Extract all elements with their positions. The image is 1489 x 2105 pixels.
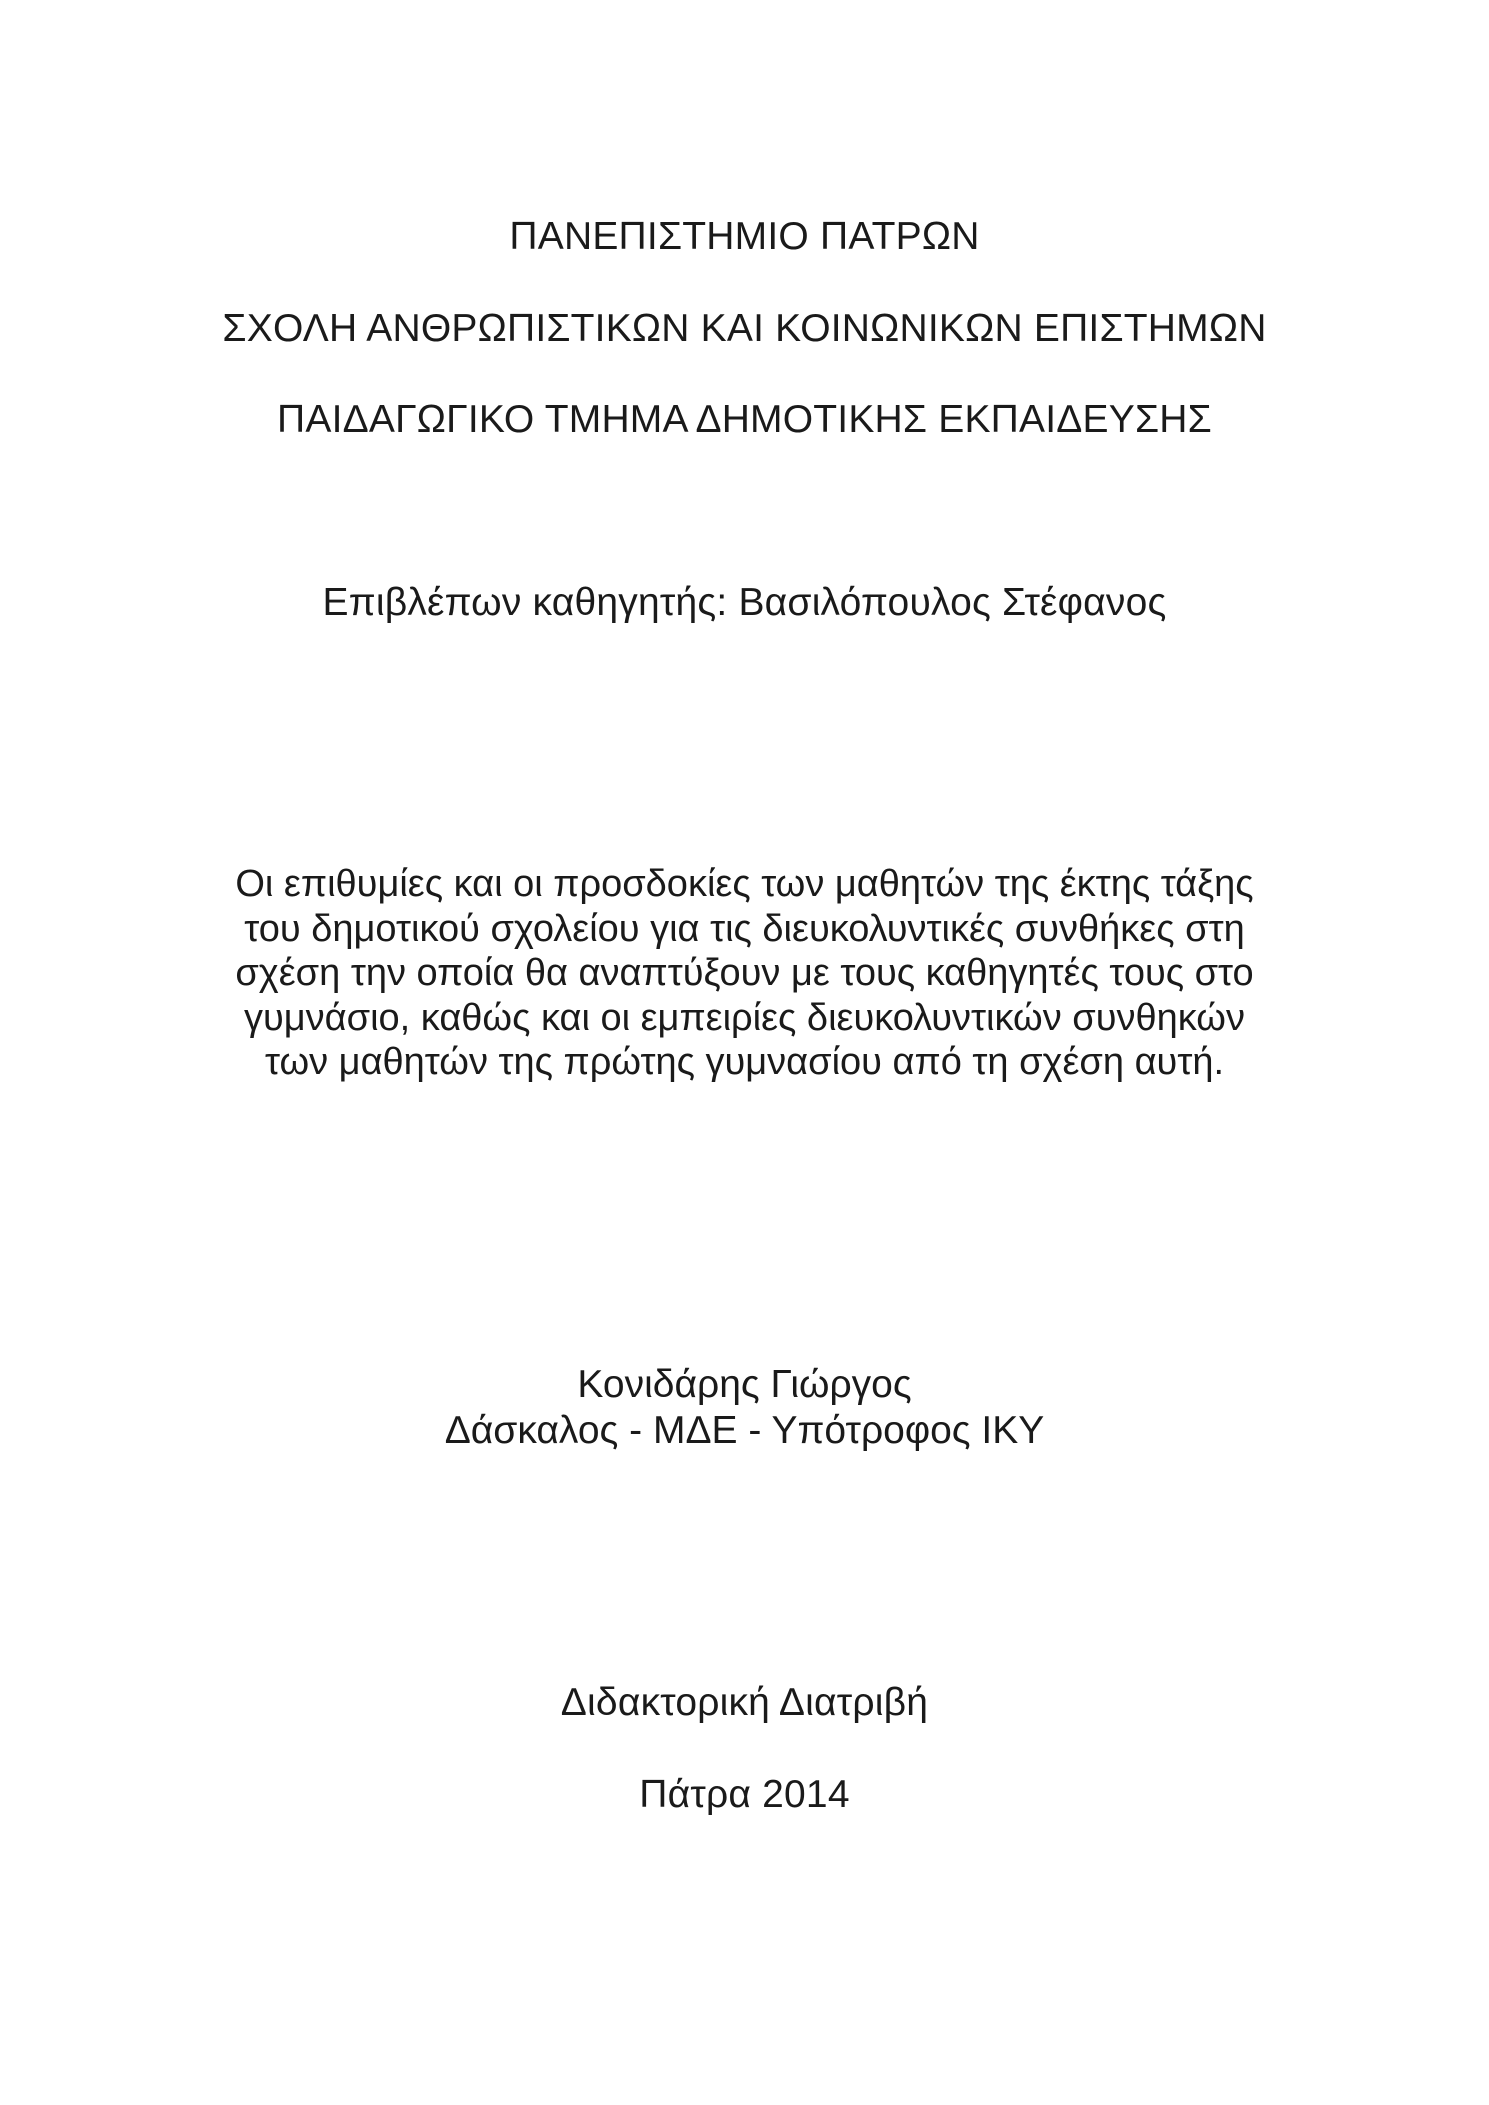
place-year: Πάτρα 2014 (639, 1773, 850, 1816)
university-name: ΠΑΝΕΠΙΣΤΗΜΙΟ ΠΑΤΡΩΝ (509, 215, 980, 258)
thesis-title-line: σχέση την οποία θα αναπτύξουν με τους καθηγητές τους στο (235, 952, 1254, 994)
department-name: ΠΑΙΔΑΓΩΓΙΚΟ ΤΜΗΜΑ ΔΗΜΟΤΙΚΗΣ ΕΚΠΑΙΔΕΥΣΗΣ (277, 398, 1212, 441)
thesis-title (0, 862, 1489, 1085)
author-name: Κονιδάρης Γιώργος (577, 1363, 912, 1406)
thesis-title-line: Οι επιθυμίες και οι προσδοκίες των μαθητών της έκτης τάξης (235, 863, 1254, 905)
thesis-title-line: του δημοτικού σχολείου για τις διευκολυντικές συνθήκες στη (244, 907, 1245, 950)
document-type: Διδακτορική Διατριβή (560, 1681, 929, 1724)
author-block (0, 1362, 1489, 1454)
thesis-title-line: των μαθητών της πρώτης γυμνασίου από τη σχέση αυτή. (264, 1041, 1225, 1083)
supervisor: Επιβλέπων καθηγητής: Βασιλόπουλος Στέφανος (322, 581, 1167, 624)
author-credentials: Δάσκαλος - ΜΔΕ - Υπότροφος ΙΚΥ (444, 1409, 1045, 1452)
school-name: ΣΧΟΛΗ ΑΝΘΡΩΠΙΣΤΙΚΩΝ ΚΑΙ ΚΟΙΝΩΝΙΚΩΝ ΕΠΙΣΤΗΜΩΝ (222, 307, 1267, 350)
thesis-title-line: γυμνάσιο, καθώς και οι εμπειρίες διευκολυντικών συνθηκών (244, 996, 1245, 1039)
